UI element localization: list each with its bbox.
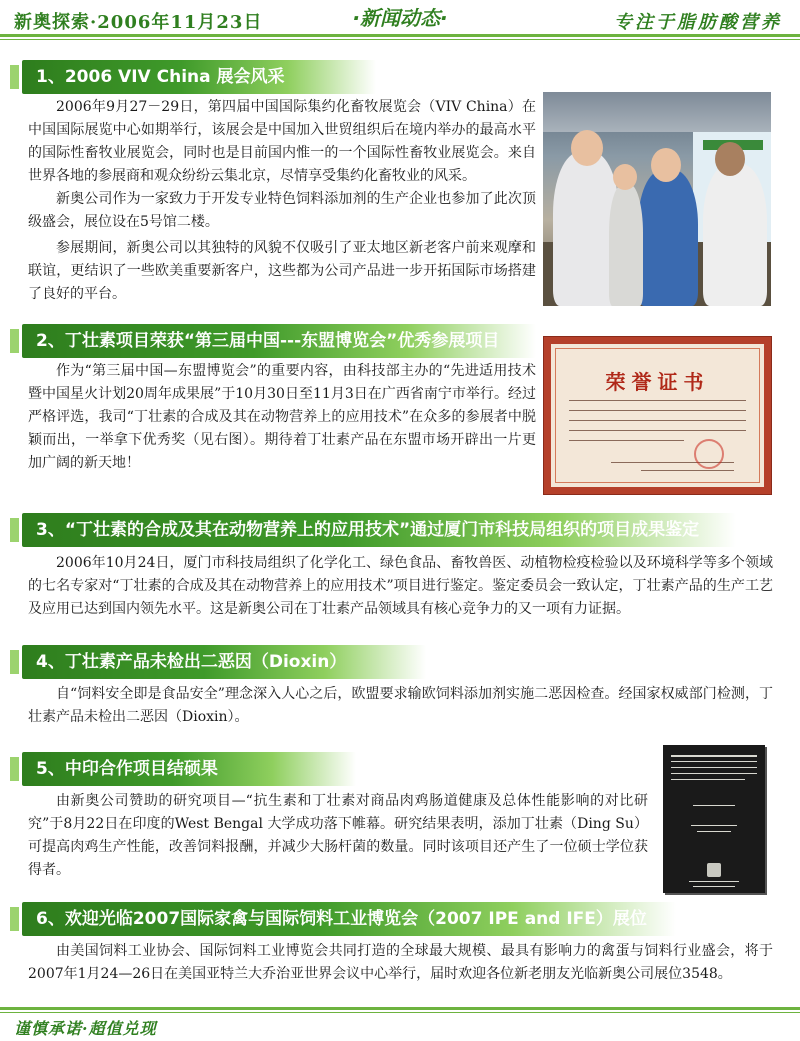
header-divider <box>0 34 800 37</box>
footer-divider <box>0 1007 800 1010</box>
university-emblem <box>707 863 721 877</box>
section-3-title: 3、“丁壮素的合成及其在动物营养上的应用技术”通过厦门市科技局组织的项目成果鉴定 <box>36 520 700 540</box>
section-6-paragraph-1: 由美国饲料工业协会、国际饲料工业博览会共同打造的全球最大规模、最具有影响力的禽蛋与饲料行业盛会，将于2007年1月24—26日在美国亚特兰大乔治亚世界会议中心举行，届时欢迎各位新老朋友光临新奥公司展位3548。 <box>28 943 773 982</box>
section-6-heading <box>22 902 676 936</box>
section-4-title: 4、丁壮素产品未检出二恶因（Dioxin） <box>36 652 347 672</box>
section-6-title: 6、欢迎光临2007国际家禽与国际饲料工业博览会（2007 IPE and IFE）展位 <box>36 909 647 929</box>
certificate-seal <box>694 439 724 469</box>
header-motto: 专注于脂肪酸营养 <box>614 12 782 33</box>
section-5-heading <box>22 752 356 786</box>
section-1-paragraph-2: 新奥公司作为一家致力于开发专业特色饲料添加剂的生产企业也参加了此次顶级盛会，展位设在5号馆二楼。 <box>28 191 536 230</box>
section-2-title: 2、丁壮素项目荣获“第三届中国---东盟博览会”优秀参展项目 <box>36 331 500 351</box>
header-divider-thin <box>0 39 800 40</box>
heading-marker <box>10 329 19 353</box>
heading-marker <box>10 907 19 931</box>
section-5-title: 5、中印合作项目结硕果 <box>36 759 218 779</box>
section-3-heading <box>22 513 736 547</box>
section-1-paragraph-3: 参展期间，新奥公司以其独特的风貌不仅吸引了亚太地区新老客户前来观摩和联谊，更结识了一些欧美重要新客户，这些都为公司产品进一步开拓国际市场搭建了良好的平台。 <box>28 240 536 302</box>
certificate-title: 荣誉证书 <box>605 370 710 394</box>
heading-marker <box>10 757 19 781</box>
heading-marker <box>10 65 19 89</box>
section-4-heading <box>22 645 426 679</box>
section-5-paragraph-1: 由新奥公司赞助的研究项目—“抗生素和丁壮素对商品肉鸡肠道健康及总体性能影响的对比研究”于8月22日在印度的West Bengal 大学成功落下帷幕。研究结果表明，添加丁壮素（Ding Su）可提高肉鸡生产性能，改善饲料报酬，并减少大肠杆菌的数量。同时该项目还产生了一位硕士学位获得者。 <box>28 793 648 878</box>
footer-slogan: 谨慎承诺·超值兑现 <box>14 1019 157 1038</box>
section-2-paragraph-1: 作为“第三届中国—东盟博览会”的重要内容，由科技部主办的“先进适用技术暨中国星火计划20周年成果展”于10月30日至11月3日在广西省南宁市举行。经过严格评选，我司“丁壮素的合成及其在动物营养上的应用技术”在众多的参展者中脱颖而出，一举拿下优秀奖（见右图）。期待着丁壮素产品在东盟市场开辟出一片更加广阔的新天地！ <box>28 363 536 471</box>
heading-marker <box>10 650 19 674</box>
section-2-heading <box>22 324 536 358</box>
section-1-title: 1、2006 VIV China 展会风采 <box>36 67 285 87</box>
section-1-paragraph-1: 2006年9月27－29日，第四届中国国际集约化畜牧展览会（VIV China）在中国国际展览中心如期举行，该展会是中国加入世贸组织后在境内举办的最高水平的国际性畜牧业展览会，同时也是目前国内惟一的一个国际性畜牧业展览会。来自世界各地的参展商和观众纷纷云集北京，尽情享受集约化畜牧业的风采。 <box>28 99 536 184</box>
section-3-paragraph-1: 2006年10月24日，厦门市科技局组织了化学化工、绿色食品、畜牧兽医、动植物检疫检验以及环境科学等多个领域的七名专家对“丁壮素的合成及其在动物营养上的应用技术”项目进行鉴定。鉴定委员会一致认定，丁壮素产品的生产工艺及应用已达到国内领先水平。这是新奥公司在丁壮素产品领域具有核心竞争力的又一项有力证据。 <box>28 555 773 617</box>
section-4-paragraph-1: 自“饲料安全即是食品安全”理念深入人心之后，欧盟要求输欧饲料添加剂实施二恶因检查。经国家权威部门检测，丁壮素产品未检出二恶因（Dioxin）。 <box>28 686 773 725</box>
section-1-heading <box>22 60 376 94</box>
honor-certificate-image <box>544 337 771 494</box>
heading-marker <box>10 518 19 542</box>
thesis-cover-image <box>663 745 765 893</box>
header-column-title: ·新闻动态· <box>310 4 490 32</box>
footer-divider-thin <box>0 1012 800 1013</box>
header-issue: 新奥探索·2006年11月23日 <box>14 12 263 33</box>
exhibition-photo <box>543 92 771 306</box>
